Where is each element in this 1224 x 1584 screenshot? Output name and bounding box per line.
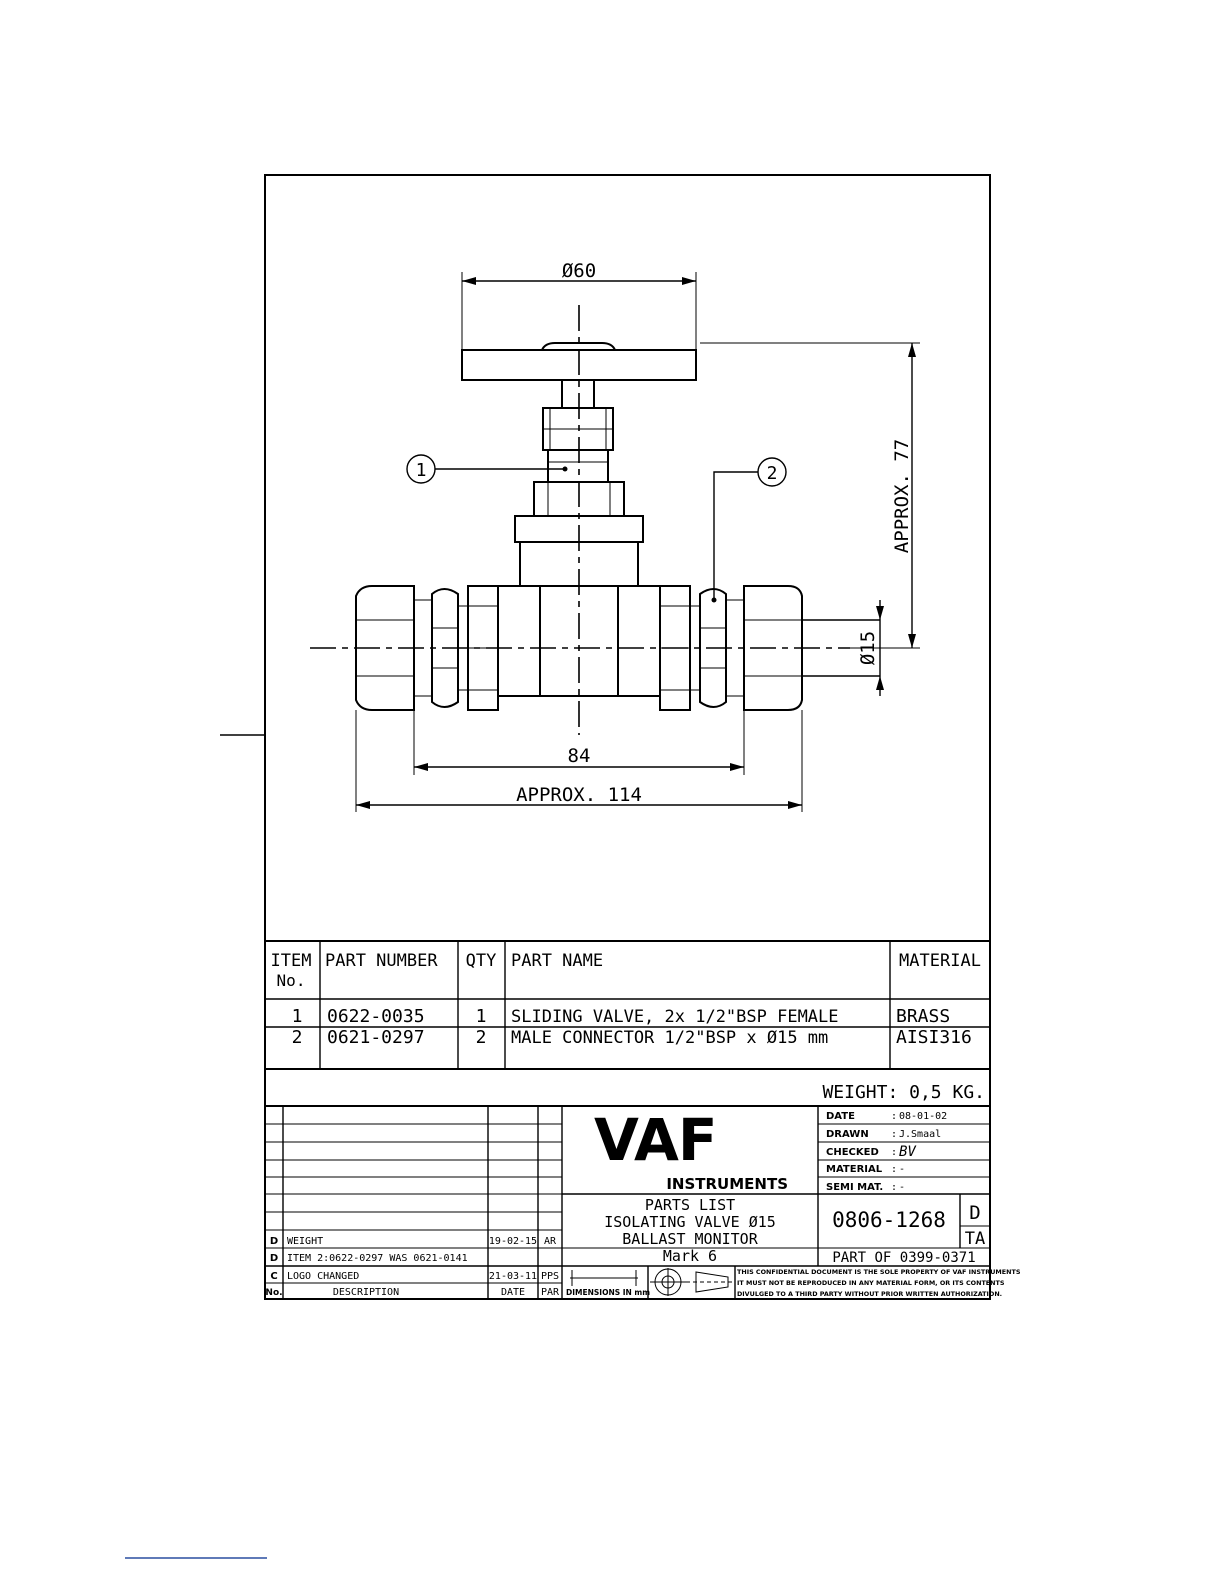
title-line-4: Mark 6	[662, 1247, 718, 1265]
row2-item: 2	[291, 1027, 303, 1048]
field-drawn-label: DRAWN	[826, 1129, 869, 1140]
balloon-2-label: 2	[766, 463, 778, 484]
rev-header-date: DATE	[500, 1287, 526, 1298]
field-date-value: 08-01-02	[899, 1111, 948, 1122]
rev2-letter: D	[269, 1253, 279, 1264]
row1-material: BRASS	[896, 1006, 951, 1027]
part-of: PART OF 0399-0371	[832, 1250, 976, 1266]
weight-label: WEIGHT: 0,5 KG.	[822, 1082, 985, 1103]
row2-part-number: 0621-0297	[327, 1027, 425, 1048]
row2-qty: 2	[475, 1027, 487, 1048]
dimensions-note: DIMENSIONS IN mm	[566, 1288, 651, 1297]
vaf-logo: VAF	[594, 1106, 717, 1174]
title-line-2: ISOLATING VALVE Ø15	[604, 1213, 776, 1231]
confidential-line-2: IT MUST NOT BE REPRODUCED IN ANY MATERIAL FORM, OR ITS CONTENTS	[737, 1279, 1005, 1287]
rev1-date: 19-02-15	[488, 1236, 538, 1247]
svg-text::: :	[891, 1147, 898, 1158]
valve-drawing	[310, 272, 920, 812]
rev-header-par: PAR	[540, 1287, 560, 1298]
vaf-logo-sub: INSTRUMENTS	[666, 1175, 788, 1193]
drawing-number: 0806-1268	[832, 1208, 946, 1232]
rev3-letter: C	[270, 1271, 278, 1282]
projection-symbol-icon	[650, 1268, 732, 1296]
header-part-number: PART NUMBER	[325, 951, 438, 971]
row2-material: AISI316	[896, 1027, 972, 1048]
svg-text::: :	[891, 1164, 898, 1175]
title-line-3: BALLAST MONITOR	[622, 1230, 758, 1248]
row1-qty: 1	[475, 1006, 487, 1027]
header-material: MATERIAL	[899, 951, 981, 971]
confidential-line-3: DIVULGED TO A THIRD PARTY WITHOUT PRIOR WRITTEN AUTHORIZATION.	[737, 1290, 1003, 1298]
dim-inner-label: 84	[567, 745, 591, 767]
header-item-sub: No.	[276, 971, 306, 990]
field-checked-label: CHECKED	[826, 1147, 879, 1158]
field-material-label: MATERIAL	[826, 1164, 883, 1175]
confidential-line-1: THIS CONFIDENTIAL DOCUMENT IS THE SOLE PROPERTY OF VAF INSTRUMENTS	[737, 1268, 1021, 1276]
dim-overall-label: APPROX. 114	[516, 784, 642, 806]
title-line-1: PARTS LIST	[644, 1196, 736, 1214]
rev-header-no: No.	[265, 1288, 283, 1298]
field-semi-mat-label: SEMI MAT.	[826, 1182, 884, 1193]
field-date-colon: :	[891, 1111, 898, 1122]
svg-text::: :	[891, 1129, 898, 1140]
field-semi-mat-value: -	[899, 1182, 906, 1193]
rev1-desc: WEIGHT	[287, 1236, 324, 1247]
field-drawn-value: J.Smaal	[899, 1129, 942, 1140]
header-qty: QTY	[465, 951, 497, 971]
field-material-value: -	[899, 1164, 906, 1175]
field-date-label: DATE	[826, 1111, 855, 1122]
row1-part-name: SLIDING VALVE, 2x 1/2"BSP FEMALE	[511, 1007, 839, 1027]
sheet-size: TA	[964, 1229, 986, 1249]
dim-bore-label: Ø15	[857, 630, 879, 666]
rev3-date: 21-03-11	[488, 1271, 538, 1282]
dim-height-label: APPROX. 77	[891, 438, 913, 554]
field-checked-value: BV	[899, 1144, 916, 1160]
rev3-by: PPS	[540, 1271, 560, 1282]
header-item: ITEM	[270, 951, 312, 971]
dim-handwheel-label: Ø60	[561, 260, 597, 282]
row2-part-name: MALE CONNECTOR 1/2"BSP x Ø15 mm	[511, 1028, 829, 1048]
header-part-name: PART NAME	[511, 951, 604, 971]
row1-item: 1	[291, 1006, 303, 1027]
rev3-desc: LOGO CHANGED	[287, 1271, 360, 1282]
rev1-letter: D	[269, 1236, 279, 1247]
stem	[562, 380, 594, 408]
balloon-1-label: 1	[415, 460, 427, 481]
rev1-by: AR	[543, 1236, 557, 1247]
svg-text::: :	[891, 1182, 898, 1193]
revision-letter: D	[969, 1202, 981, 1224]
row1-part-number: 0622-0035	[327, 1006, 425, 1027]
rev2-desc: ITEM 2:0622-0297 WAS 0621-0141	[287, 1253, 468, 1264]
rev-header-desc: DESCRIPTION	[332, 1287, 400, 1298]
